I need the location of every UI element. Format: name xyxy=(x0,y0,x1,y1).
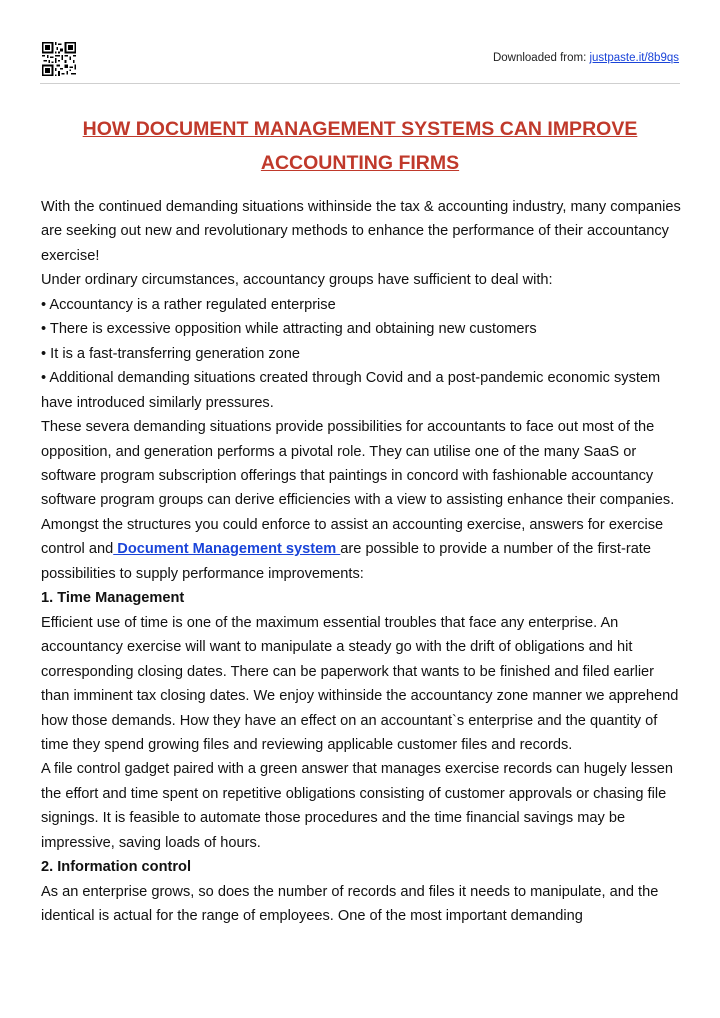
paragraph xyxy=(41,513,683,586)
bullet-item: • It is a fast-transferring generation zone xyxy=(41,345,301,362)
document-management-link[interactable]: Document Management system xyxy=(113,541,341,558)
paragraph: With the continued demanding situations withinside the tax & accounting industry, many companies are seeking out new and revolutionary methods to enhance the performance of their accountancy exercise! xyxy=(41,199,681,264)
qr-code-icon xyxy=(42,42,76,76)
download-prefix: Downloaded from: xyxy=(492,52,590,64)
bullet-item: • Accountancy is a rather regulated enterprise xyxy=(41,296,336,313)
download-link[interactable]: justpaste.it/8b9qs xyxy=(589,52,679,64)
paragraph: A file control gadget paired with a green answer that manages exercise records can hugely lessen the effort and time spent on repetitive obligations consisting of customer approvals or chasing file signings. It is feasible to automate those procedures and the time financial savings may be impressive, saving loads of hours. xyxy=(41,761,673,851)
section-heading: 1. Time Management xyxy=(41,590,185,607)
header-divider xyxy=(40,83,680,84)
paragraph: These severa demanding situations provide possibilities for accountants to face out most of the opposition, and generation performs a pivotal role. They can utilise one of the many SaaS or software program subscription offerings that paintings in concord with fashionable accountancy software program groups can derive efficiencies with a view to assisting enhance their companies. xyxy=(41,419,675,509)
bullet-item: • Additional demanding situations created through Covid and a post-pandemic economic system have introduced similarly pressures. xyxy=(41,370,661,411)
section-heading: 2. Information control xyxy=(41,859,191,876)
bullet-item: • There is excessive opposition while attracting and obtaining new customers xyxy=(41,321,537,338)
document-body xyxy=(41,195,683,929)
paragraph-text: are possible to provide a number of the first-rate possibilities to supply performance improvements: xyxy=(41,541,651,582)
paragraph: Efficient use of time is one of the maximum essential troubles that face any enterprise. An accountancy exercise will want to manipulate a steady go with the drift of obligations and hit corresponding closing dates. There can be paperwork that wants to be finished and filed earlier than imminent tax closing dates. We enjoy withinside the accountancy zone manner we apprehend how those demands. How they have an effect on an accountant`s enterprise and the quantity of time they spend growing files and reviewing applicable customer files and records. xyxy=(41,614,679,753)
document-title: HOW DOCUMENT MANAGEMENT SYSTEMS CAN IMPROVE ACCOUNTING FIRMS xyxy=(82,118,638,174)
paragraph: As an enterprise grows, so does the number of records and files it needs to manipulate, and the identical is actual for the range of employees. One of the most important demanding xyxy=(41,883,659,925)
paragraph-text: Amongst the structures you could enforce to assist an accounting exercise, answers for exercise control and xyxy=(41,516,664,558)
paragraph: Under ordinary circumstances, accountancy groups have sufficient to deal with: xyxy=(41,272,553,289)
download-source xyxy=(493,52,679,64)
